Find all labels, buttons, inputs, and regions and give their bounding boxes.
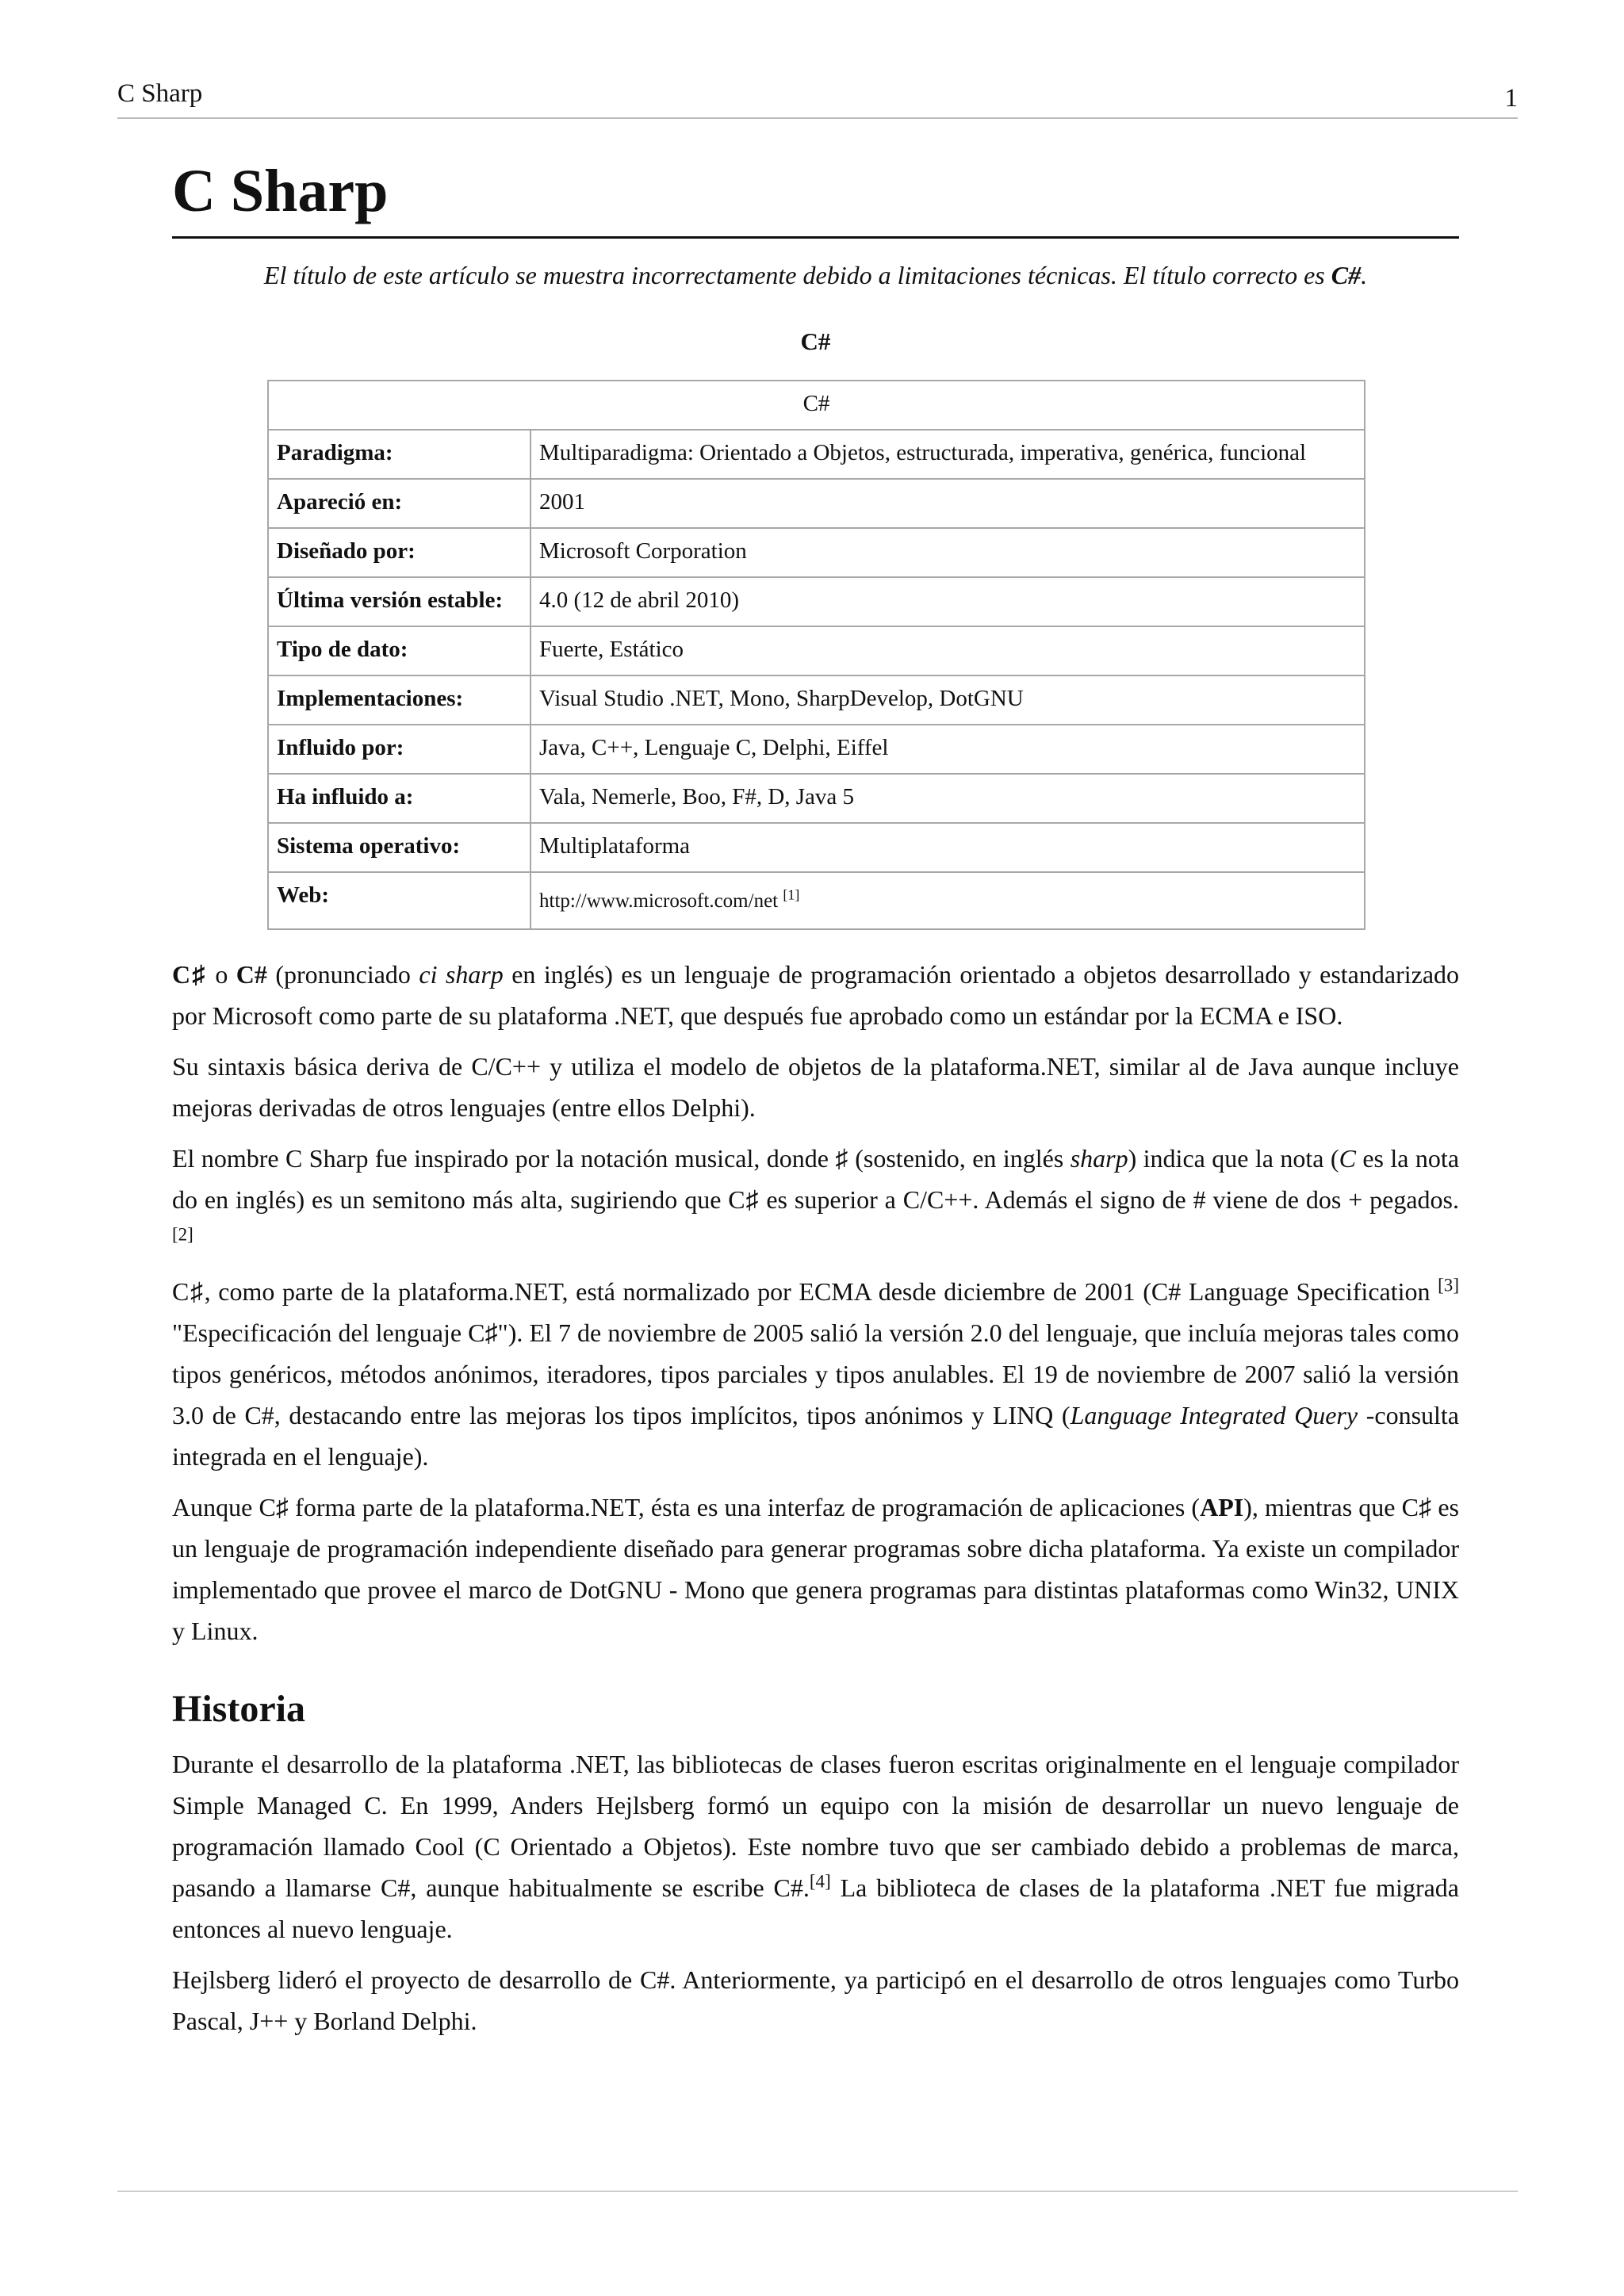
title-note-text: El título de este artículo se muestra incorrectamente debido a limitaciones técnicas. El título correcto es — [263, 260, 1331, 289]
infobox-row — [268, 823, 1365, 872]
text-run: C♯, como parte de la plataforma.NET, está normalizado por ECMA desde diciembre de 2001 (C# Language Specification — [172, 1277, 1438, 1307]
text-run: (pronunciado — [266, 960, 419, 989]
text-run: Aunque C♯ forma parte de la plataforma.NET, ésta es una interfaz de programación de aplicaciones ( — [172, 1493, 1201, 1522]
text-run: o — [206, 960, 236, 989]
term-sharp: sharp — [1070, 1144, 1128, 1173]
infobox-label-implementations: Implementaciones: — [268, 675, 530, 725]
infobox-label-paradigm: Paradigma: — [268, 430, 530, 479]
page-title: C Sharp — [172, 159, 1459, 239]
infobox-row — [268, 675, 1365, 725]
infobox-label-stable-version: Última versión estable: — [268, 577, 530, 626]
paragraph-platform — [172, 1487, 1459, 1651]
text-run: "Especificación del lenguaje C♯"). El 7 de noviembre de 2005 salió la versión 2.0 del lenguaje, que incluía mejoras tales como tipos genéricos, métodos anónimos, iteradores, tipos parciales y tipos anulables. El 19 de noviembre de 2007 salió la versión 3.0 de C#, destacando entre las mejoras los tipos implícitos, tipos anónimos y LINQ ( — [172, 1318, 1459, 1430]
infobox-row — [268, 430, 1365, 479]
term-csharp: C# — [236, 960, 267, 989]
title-note — [172, 258, 1459, 293]
infobox-value-stable-version: 4.0 (12 de abril 2010) — [530, 577, 1365, 626]
paragraph-name — [172, 1138, 1459, 1261]
text-run: La biblioteca de clases de la plataforma .NET fue migrada entonces al nuevo lenguaje. — [172, 1873, 1460, 1943]
article-content — [172, 159, 1459, 2051]
infobox-label-appeared: Apareció en: — [268, 479, 530, 528]
infobox-row — [268, 577, 1365, 626]
infobox-value-appeared: 2001 — [530, 479, 1365, 528]
footer-divider — [117, 2191, 1518, 2192]
text-run: Durante el desarrollo de la plataforma .NET, las bibliotecas de clases fueron escritas originalmente en el lenguaje compilador Simple Managed C. En 1999, Anders Hejlsberg formó un equipo con la misión de desarrollar un nuevo lenguaje de programación llamado Cool (C Orientado a Objetos). Este nombre tuvo que ser cambiado debido a problemas de marca, pasando a llamarse C#, aunque habitualmente se escribe C#. — [172, 1749, 1459, 1902]
article-body — [172, 954, 1459, 2042]
infobox-value-implementations: Visual Studio .NET, Mono, SharpDevelop, DotGNU — [530, 675, 1365, 725]
term-linq: Language Integrated Query — [1070, 1401, 1358, 1430]
term-c: C — [1339, 1144, 1356, 1173]
paragraph-history-2: Hejlsberg lideró el proyecto de desarrollo de C#. Anteriormente, ya participó en el desarrollo de otros lenguajes como Turbo Pascal, J++ y Borland Delphi. — [172, 1965, 1459, 2035]
infobox-value-influenced: Vala, Nemerle, Boo, F#, D, Java 5 — [530, 774, 1365, 823]
term-csharp-symbol: C♯ — [172, 960, 207, 989]
paragraph-history-1 — [172, 1743, 1459, 1950]
infobox-value-os: Multiplataforma — [530, 823, 1365, 872]
infobox-label-influenced-by: Influido por: — [268, 725, 530, 774]
text-run: -consulta integrada en el lenguaje). — [172, 1401, 1460, 1471]
infobox-row — [268, 626, 1365, 675]
paragraph-syntax: Su sintaxis básica deriva de C/C++ y utiliza el modelo de objetos de la plataforma.NET, similar al de Java aunque incluye mejoras derivadas de otros lenguajes (entre ellos Delphi). — [172, 1052, 1459, 1123]
infobox-label-designer: Diseñado por: — [268, 528, 530, 577]
infobox-row — [268, 872, 1365, 929]
infobox-label-os: Sistema operativo: — [268, 823, 530, 872]
infobox-value-influenced-by: Java, C++, Lenguaje C, Delphi, Eiffel — [530, 725, 1365, 774]
infobox-row — [268, 725, 1365, 774]
title-note-end: . — [1361, 260, 1368, 289]
reference-3[interactable]: [3] — [1438, 1274, 1459, 1295]
infobox-value-typing: Fuerte, Estático — [530, 626, 1365, 675]
paragraph-intro — [172, 954, 1459, 1036]
infobox-heading: C# — [800, 327, 831, 356]
term-ci-sharp: ci sharp — [419, 960, 504, 989]
infobox-caption-row — [268, 381, 1365, 430]
reference-1[interactable]: [1] — [783, 887, 800, 904]
section-heading-historia: Historia — [172, 1688, 305, 1731]
infobox-label-influenced: Ha influido a: — [268, 774, 530, 823]
text-run: ) indica que la nota ( — [1128, 1144, 1339, 1173]
infobox-row — [268, 479, 1365, 528]
page-number: 1 — [1504, 84, 1518, 113]
infobox-value-paradigm: Multiparadigma: Orientado a Objetos, estructurada, imperativa, genérica, funcional — [530, 430, 1365, 479]
term-api: API — [1200, 1493, 1244, 1522]
infobox-value-designer: Microsoft Corporation — [530, 528, 1365, 577]
infobox-caption: C# — [268, 381, 1365, 430]
reference-4[interactable]: [4] — [809, 1870, 831, 1892]
title-note-correct-title: C# — [1331, 260, 1362, 289]
running-header-title: C Sharp — [117, 79, 203, 108]
reference-2[interactable]: [2] — [172, 1223, 193, 1245]
running-header — [117, 79, 1518, 119]
infobox-row — [268, 528, 1365, 577]
infobox-label-typing: Tipo de dato: — [268, 626, 530, 675]
web-link[interactable]: http://www.microsoft.com/net — [539, 890, 779, 913]
text-run: El nombre C Sharp fue inspirado por la notación musical, donde ♯ (sostenido, en inglés — [172, 1144, 1071, 1173]
text-run: ), mientras que C♯ es un lenguaje de programación independiente diseñado para generar programas sobre dicha plataforma. Ya existe un compilador implementado que provee el marco de DotGNU - Mono que genera programas para distintas plataformas como Win32, UNIX y Linux. — [172, 1493, 1460, 1646]
infobox-label-web: Web: — [268, 872, 530, 929]
infobox-row — [268, 774, 1365, 823]
infobox-value-web — [530, 872, 1365, 929]
text-run: es la nota do en inglés) es un semitono más alta, sugiriendo que C♯ es superior a C/C++. Además el signo de # viene de dos + pegados. — [172, 1144, 1460, 1215]
paragraph-standard — [172, 1271, 1459, 1477]
text-run: en inglés) es un lenguaje de programación orientado a objetos desarrollado y estandarizado por Microsoft como parte de su plataforma .NET, que después fue aprobado como un estándar por la ECMA e ISO. — [172, 960, 1460, 1031]
infobox-table — [267, 380, 1365, 930]
